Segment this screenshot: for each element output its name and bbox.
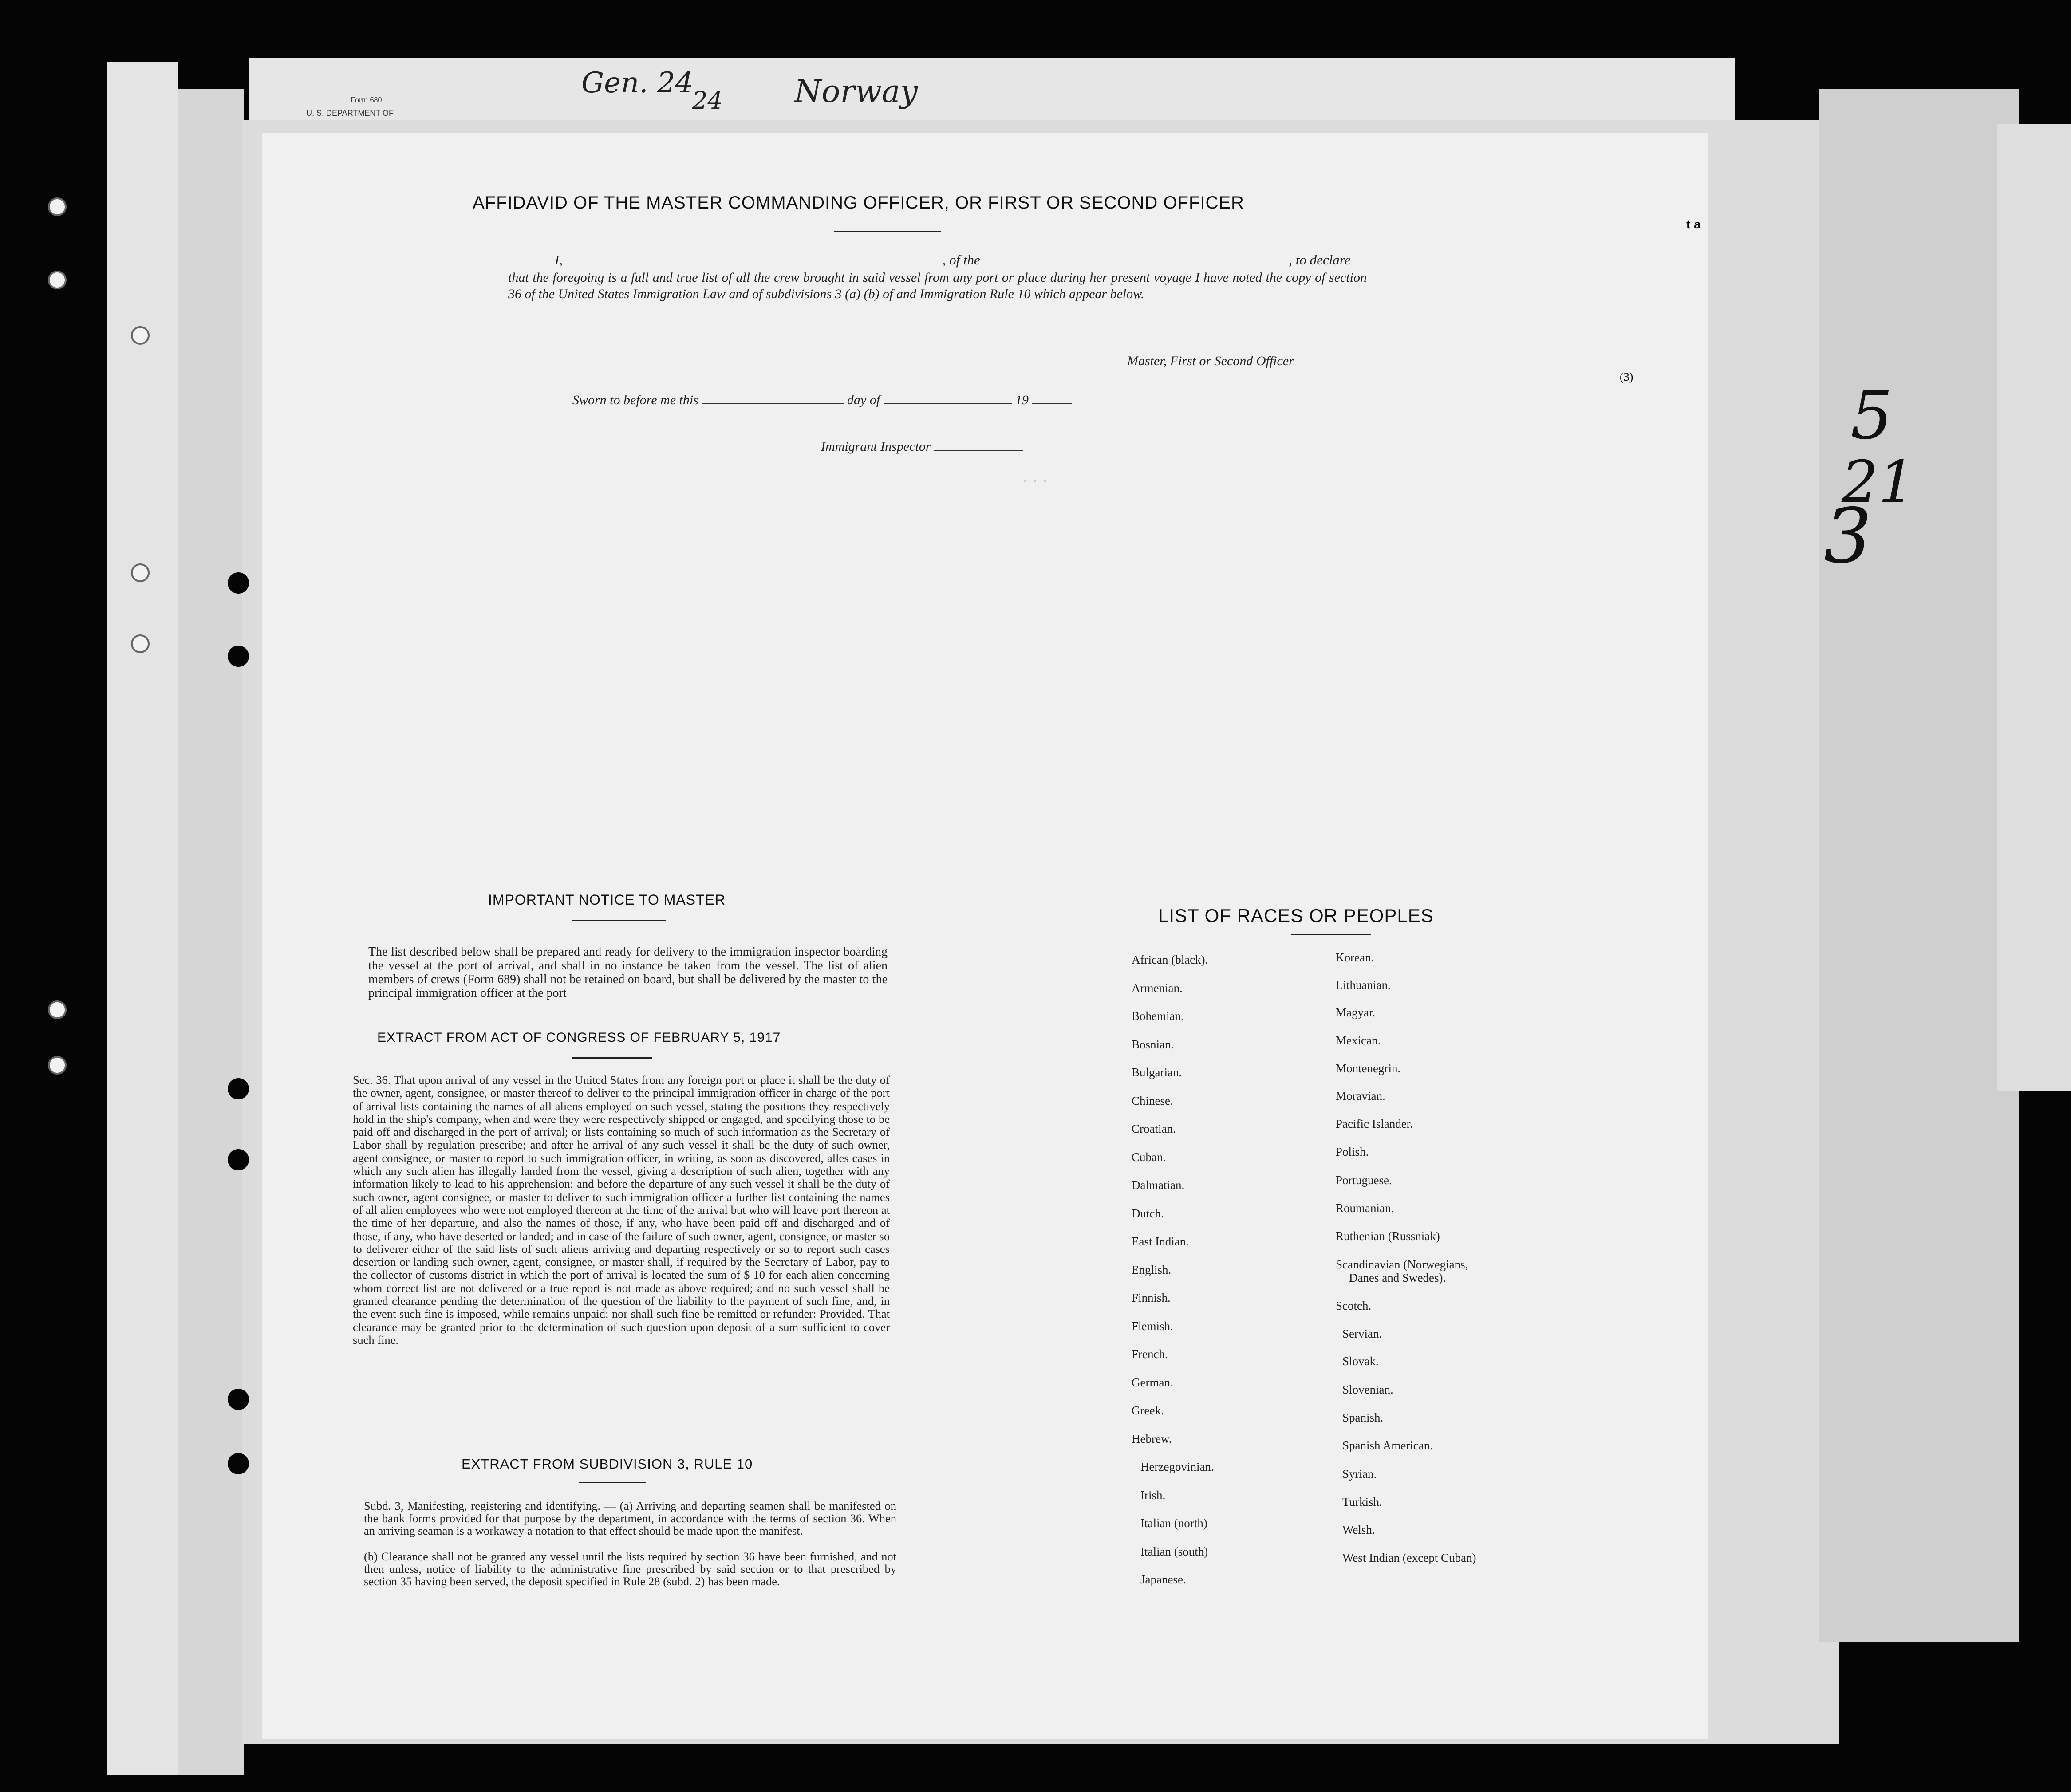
notice-title: IMPORTANT NOTICE TO MASTER bbox=[488, 892, 726, 908]
race-item: Montenegrin. bbox=[1336, 1062, 1401, 1075]
binder-hole bbox=[228, 1078, 249, 1099]
race-item: Ruthenian (Russniak) bbox=[1336, 1229, 1440, 1243]
race-item: Dutch. bbox=[1132, 1206, 1164, 1220]
race-item: Finnish. bbox=[1132, 1291, 1171, 1304]
race-item: English. bbox=[1132, 1263, 1172, 1276]
right-edge-mark-2: 21 bbox=[1842, 448, 1915, 516]
race-item: Herzegovinian. bbox=[1140, 1460, 1214, 1473]
race-item: Syrian. bbox=[1342, 1467, 1377, 1481]
race-item: Cuban. bbox=[1132, 1150, 1166, 1164]
right-margin-fragment: t a bbox=[1686, 217, 1701, 231]
race-item: Spanish. bbox=[1342, 1411, 1384, 1424]
extract-rule-body-b: (b) Clearance shall not be granted any vessel until the lists required by section 36 have been furnished, and not then unless, notice of liability to the administrative fine prescribed by said section or to that prescribed by section 35 having been served, the deposit specified in Rule 28 (subd. 2) has been made. bbox=[364, 1550, 896, 1588]
race-item: French. bbox=[1132, 1347, 1168, 1361]
race-item: Bohemian. bbox=[1132, 1009, 1184, 1023]
notice-body: The list described below shall be prepared and ready for delivery to the immigration inspector boarding the vessel at the port of arrival, and shall in no instance be taken from the vessel. The list of alien members of crews (Form 689) shall not be retained on board, but shall be delivered by the master to the principal immigration officer at the port bbox=[368, 945, 888, 1000]
back-sheet-3 bbox=[1819, 89, 2019, 1642]
inspector-line: Immigrant Inspector bbox=[821, 439, 1023, 454]
right-margin-num: (3) bbox=[1620, 370, 1633, 383]
binder-ring bbox=[131, 326, 150, 345]
race-item: Italian (south) bbox=[1140, 1544, 1208, 1558]
binder-hole bbox=[228, 1453, 249, 1474]
extract-act-title: EXTRACT FROM ACT OF CONGRESS OF FEBRUARY 5, 1917 bbox=[377, 1030, 781, 1045]
binder-ring bbox=[48, 197, 67, 216]
race-item: Moravian. bbox=[1336, 1089, 1385, 1103]
race-item: Bosnian. bbox=[1132, 1037, 1174, 1051]
handwritten-top2: 24 bbox=[692, 87, 723, 114]
race-item: Scandinavian (Norwegians, bbox=[1336, 1258, 1468, 1271]
left-white-strip bbox=[107, 62, 178, 1775]
inspector-field[interactable] bbox=[934, 450, 1023, 451]
race-item: Portuguese. bbox=[1336, 1174, 1392, 1187]
left-strip-2 bbox=[178, 89, 244, 1775]
race-item: Polish. bbox=[1336, 1145, 1369, 1158]
race-item: Roumanian. bbox=[1336, 1201, 1394, 1215]
races-title: LIST OF RACES OR PEOPLES bbox=[1158, 905, 1434, 926]
sworn-year-field[interactable] bbox=[1032, 403, 1072, 404]
binder-ring bbox=[131, 563, 150, 582]
divider bbox=[1291, 934, 1371, 935]
race-item: German. bbox=[1132, 1375, 1173, 1389]
race-item: Servian. bbox=[1342, 1327, 1382, 1340]
affidavit-title: AFFIDAVID OF THE MASTER COMMANDING OFFICER, OR FIRST OR SECOND OFFICER bbox=[473, 193, 1244, 213]
divider bbox=[834, 231, 941, 232]
form-number: Form 680 bbox=[351, 95, 382, 104]
race-item: Spanish American. bbox=[1342, 1439, 1433, 1452]
race-item: Bulgarian. bbox=[1132, 1066, 1182, 1079]
binder-ring bbox=[48, 271, 67, 289]
sworn-month-field[interactable] bbox=[884, 403, 1012, 404]
race-item: Hebrew. bbox=[1132, 1432, 1172, 1445]
divider bbox=[572, 920, 666, 921]
sworn-day-field[interactable] bbox=[702, 403, 844, 404]
race-item: Lithuanian. bbox=[1336, 978, 1391, 992]
race-item: Korean. bbox=[1336, 951, 1374, 964]
race-item: Irish. bbox=[1140, 1488, 1166, 1502]
bleed-through-row: ... bbox=[1021, 470, 1051, 487]
race-item: African (black). bbox=[1132, 953, 1208, 966]
race-item: Scotch. bbox=[1336, 1299, 1372, 1312]
handwritten-top: Gen. 24 bbox=[581, 67, 694, 99]
race-item: West Indian (except Cuban) bbox=[1342, 1551, 1476, 1564]
extract-act-body: Sec. 36. That upon arrival of any vessel in the United States from any foreign port or place it shall be the duty of the owner, agent, consignee, or master thereof to deliver to the principal immigration officer in charge of the port of arrival lists containing the names of all aliens employed on such vessel, stating the positions they respectively hold in the ship's company, when and were they were respectively shipped or engaged, and specifying those to be paid off and discharged in the port of arrival; or lists containing so much of such information as the Secretary of Labor shall by regulation prescribe; and after he arrival of any such vessel it shall be the duty of such owner, agent consignee, or master to report to such immigration officer, in writing, as soon as discovered, alles cases in which any such alien has illegally landed from the vessel, giving a description of such alien, together with any information likely to lead to his apprehension; and before the departure of any such vessel it shall be the duty of such owner, agent consignee, or master to deliver to such immigration officer a further list containing the names of all alien employees who were not employed thereon at the time of the arrival but who will leave port thereon at the time of her departure, and also the names of those, if any, who have been paid off and discharged and of those, if any, who have deserted or landed; and in case of the failure of such owner, agent, consignee, or master so to deliverer either of the said lists of such aliens arriving and departing respectively or so to report such cases desertion or landing such owner, agent, consignee, or master shall, if required by the Secretary of Labor, pay to the collector of customs district in which the port of arrival is located the sum of $ 10 for each alien concerning whom correct list are not delivered or a true report is not made as above required; and no such vessel shall be granted clearance pending the determination of the question of the liability to the payment of such fine, and, in the event such fine is imposed, while remains unpaid; nor shall such fine be remitted or refunder: Provided. That clearance may be granted prior to the determination of such question upon deposit of a sum sufficient to cover such fine. bbox=[353, 1073, 890, 1347]
binder-hole bbox=[228, 646, 249, 667]
sworn-line: Sworn to before me this day of 19 bbox=[572, 393, 1072, 408]
race-item: Slovak. bbox=[1342, 1355, 1379, 1368]
binder-ring bbox=[48, 1056, 67, 1075]
race-item: Magyar. bbox=[1336, 1006, 1376, 1019]
binder-hole bbox=[228, 1149, 249, 1170]
handwritten-country: Norway bbox=[794, 73, 918, 110]
right-fragment-sheet bbox=[1997, 124, 2071, 1091]
race-item: Slovenian. bbox=[1342, 1383, 1393, 1396]
divider bbox=[579, 1482, 646, 1483]
binder-ring bbox=[48, 1000, 67, 1019]
divider bbox=[572, 1057, 652, 1059]
binder-ring bbox=[131, 634, 150, 653]
race-item: Japanese. bbox=[1140, 1573, 1186, 1586]
extract-rule-body-a: Subd. 3, Manifesting, registering and identifying. — (a) Arriving and departing seamen shall be manifested on the bank forms provided for that purpose by the department, in accordance with the terms of section 36. When an arriving seaman is a workaway a notation to that effect should be made upon the manifest. bbox=[364, 1499, 896, 1537]
race-item: Croatian. bbox=[1132, 1122, 1176, 1135]
department-label: U. S. DEPARTMENT OF bbox=[306, 109, 394, 118]
race-item: Flemish. bbox=[1132, 1319, 1173, 1333]
race-item: Italian (north) bbox=[1140, 1516, 1207, 1530]
race-item: East Indian. bbox=[1132, 1235, 1189, 1248]
race-item: Welsh. bbox=[1342, 1523, 1375, 1536]
affidavit-body: that the foregoing is a full and true list of all the crew brought in said vessel from any port or place during her present voyage I have noted the copy of section 36 of the United States Immigration Law and of subdivisions 3 (a) (b) of and Immigration Rule 10 which appear below. bbox=[508, 270, 1367, 301]
race-item: Danes and Swedes). bbox=[1349, 1271, 1446, 1284]
race-item: Greek. bbox=[1132, 1404, 1164, 1417]
binder-hole bbox=[228, 1389, 249, 1410]
race-item: Mexican. bbox=[1336, 1034, 1381, 1047]
binder-hole bbox=[228, 572, 249, 594]
affidavit-i-line: I, , of the , to declare bbox=[555, 252, 1351, 268]
master-label: Master, First or Second Officer bbox=[1127, 354, 1294, 368]
race-item: Pacific Islander. bbox=[1336, 1117, 1413, 1130]
main-page bbox=[262, 133, 1708, 1739]
right-edge-mark-1: 5 bbox=[1850, 377, 1893, 454]
race-item: Armenian. bbox=[1132, 981, 1183, 995]
right-edge-mark-3: 3 bbox=[1824, 492, 1872, 580]
race-item: Dalmatian. bbox=[1132, 1178, 1185, 1192]
race-item: Turkish. bbox=[1342, 1495, 1382, 1508]
extract-rule-title: EXTRACT FROM SUBDIVISION 3, RULE 10 bbox=[462, 1456, 753, 1472]
race-item: Chinese. bbox=[1132, 1094, 1173, 1107]
